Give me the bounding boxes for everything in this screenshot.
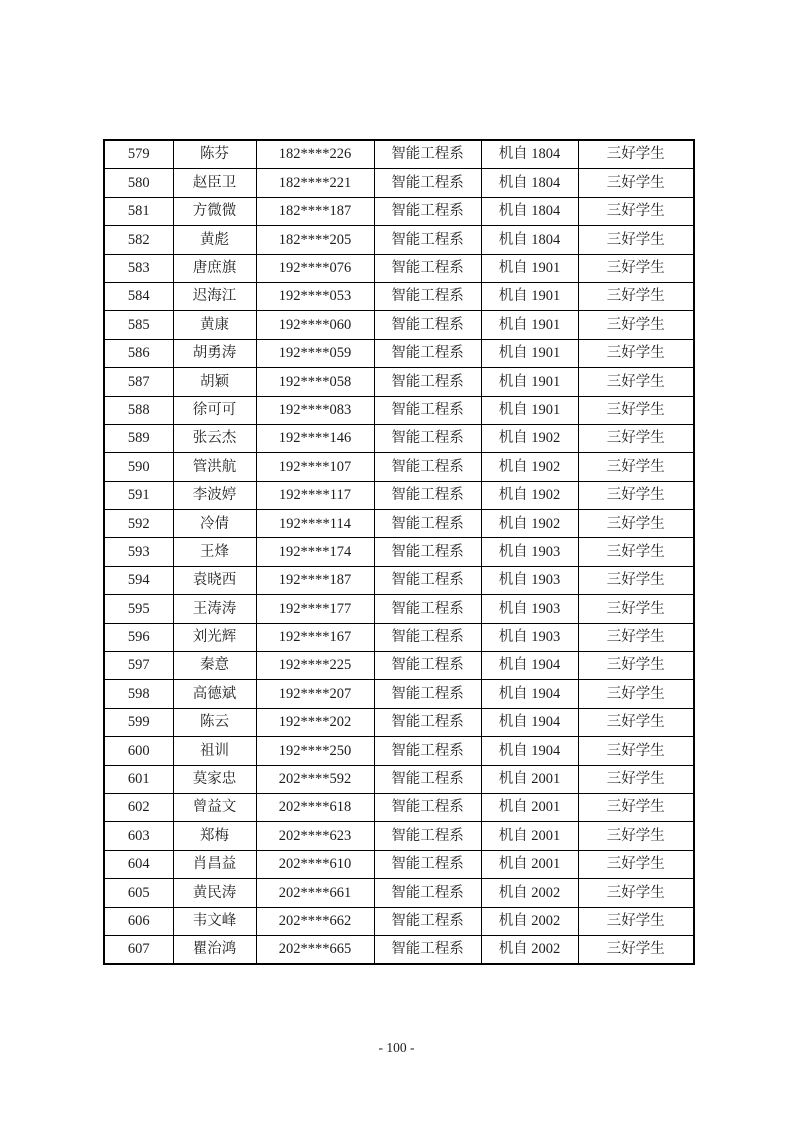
cell-serial-number: 588: [104, 396, 173, 424]
cell-serial-number: 591: [104, 481, 173, 509]
cell-serial-number: 601: [104, 765, 173, 793]
cell-department: 智能工程系: [374, 169, 481, 197]
cell-award: 三好学生: [578, 680, 694, 708]
cell-department: 智能工程系: [374, 453, 481, 481]
cell-department: 智能工程系: [374, 481, 481, 509]
table-row: [104, 595, 694, 623]
cell-department: 智能工程系: [374, 538, 481, 566]
cell-student-name: 管洪航: [173, 453, 256, 481]
cell-class: 机自 2002: [481, 907, 578, 935]
cell-department: 智能工程系: [374, 822, 481, 850]
cell-serial-number: 607: [104, 935, 173, 964]
table-row: [104, 850, 694, 878]
cell-award: 三好学生: [578, 793, 694, 821]
cell-award: 三好学生: [578, 453, 694, 481]
cell-student-name: 王烽: [173, 538, 256, 566]
cell-award: 三好学生: [578, 708, 694, 736]
cell-student-id: 182****205: [256, 226, 374, 254]
cell-award: 三好学生: [578, 481, 694, 509]
cell-student-name: 陈云: [173, 708, 256, 736]
cell-award: 三好学生: [578, 424, 694, 452]
cell-student-id: 192****207: [256, 680, 374, 708]
table-row: [104, 907, 694, 935]
table-row: [104, 453, 694, 481]
cell-student-name: 徐可可: [173, 396, 256, 424]
cell-award: 三好学生: [578, 652, 694, 680]
cell-class: 机自 1804: [481, 197, 578, 225]
cell-student-id: 202****662: [256, 907, 374, 935]
cell-class: 机自 1904: [481, 680, 578, 708]
cell-award: 三好学生: [578, 595, 694, 623]
cell-class: 机自 1903: [481, 538, 578, 566]
cell-award: 三好学生: [578, 226, 694, 254]
cell-award: 三好学生: [578, 850, 694, 878]
page-number: - 100 -: [378, 1040, 415, 1055]
cell-student-name: 黄彪: [173, 226, 256, 254]
cell-student-name: 黄康: [173, 311, 256, 339]
cell-department: 智能工程系: [374, 566, 481, 594]
cell-department: 智能工程系: [374, 339, 481, 367]
cell-student-name: 韦文峰: [173, 907, 256, 935]
cell-class: 机自 1804: [481, 169, 578, 197]
cell-serial-number: 590: [104, 453, 173, 481]
cell-serial-number: 597: [104, 652, 173, 680]
cell-student-id: 192****076: [256, 254, 374, 282]
cell-award: 三好学生: [578, 907, 694, 935]
cell-serial-number: 594: [104, 566, 173, 594]
awards-table-body: [104, 140, 694, 964]
cell-department: 智能工程系: [374, 254, 481, 282]
cell-department: 智能工程系: [374, 197, 481, 225]
cell-class: 机自 1902: [481, 481, 578, 509]
cell-department: 智能工程系: [374, 510, 481, 538]
cell-student-id: 192****117: [256, 481, 374, 509]
cell-award: 三好学生: [578, 311, 694, 339]
cell-serial-number: 593: [104, 538, 173, 566]
cell-class: 机自 1804: [481, 140, 578, 169]
cell-class: 机自 1904: [481, 708, 578, 736]
cell-class: 机自 1902: [481, 453, 578, 481]
table-row: [104, 311, 694, 339]
cell-student-id: 192****059: [256, 339, 374, 367]
cell-department: 智能工程系: [374, 311, 481, 339]
cell-class: 机自 2001: [481, 793, 578, 821]
cell-award: 三好学生: [578, 140, 694, 169]
table-row: [104, 140, 694, 169]
cell-award: 三好学生: [578, 623, 694, 651]
cell-award: 三好学生: [578, 510, 694, 538]
cell-serial-number: 589: [104, 424, 173, 452]
cell-student-id: 192****167: [256, 623, 374, 651]
cell-class: 机自 1903: [481, 623, 578, 651]
cell-department: 智能工程系: [374, 907, 481, 935]
cell-department: 智能工程系: [374, 652, 481, 680]
cell-class: 机自 2002: [481, 879, 578, 907]
cell-student-id: 192****202: [256, 708, 374, 736]
cell-student-name: 方微微: [173, 197, 256, 225]
cell-student-name: 冷倩: [173, 510, 256, 538]
table-row: [104, 566, 694, 594]
cell-department: 智能工程系: [374, 396, 481, 424]
cell-serial-number: 583: [104, 254, 173, 282]
cell-award: 三好学生: [578, 737, 694, 765]
cell-award: 三好学生: [578, 822, 694, 850]
cell-student-name: 张云杰: [173, 424, 256, 452]
cell-class: 机自 1901: [481, 282, 578, 310]
cell-serial-number: 579: [104, 140, 173, 169]
cell-class: 机自 2001: [481, 765, 578, 793]
cell-serial-number: 599: [104, 708, 173, 736]
cell-student-name: 胡颖: [173, 368, 256, 396]
cell-student-id: 202****592: [256, 765, 374, 793]
cell-student-id: 192****053: [256, 282, 374, 310]
cell-serial-number: 596: [104, 623, 173, 651]
cell-class: 机自 1901: [481, 339, 578, 367]
cell-serial-number: 581: [104, 197, 173, 225]
cell-department: 智能工程系: [374, 708, 481, 736]
awards-table: [103, 139, 695, 965]
cell-department: 智能工程系: [374, 623, 481, 651]
table-row: [104, 396, 694, 424]
cell-department: 智能工程系: [374, 424, 481, 452]
table-row: [104, 339, 694, 367]
cell-student-name: 高德斌: [173, 680, 256, 708]
table-row: [104, 793, 694, 821]
cell-class: 机自 1804: [481, 226, 578, 254]
cell-department: 智能工程系: [374, 793, 481, 821]
cell-class: 机自 1903: [481, 566, 578, 594]
cell-student-id: 202****610: [256, 850, 374, 878]
cell-class: 机自 1904: [481, 652, 578, 680]
cell-student-name: 黄民涛: [173, 879, 256, 907]
cell-class: 机自 2001: [481, 850, 578, 878]
cell-award: 三好学生: [578, 765, 694, 793]
cell-class: 机自 1903: [481, 595, 578, 623]
cell-department: 智能工程系: [374, 935, 481, 964]
cell-award: 三好学生: [578, 566, 694, 594]
cell-department: 智能工程系: [374, 368, 481, 396]
cell-student-id: 182****187: [256, 197, 374, 225]
cell-serial-number: 604: [104, 850, 173, 878]
cell-serial-number: 595: [104, 595, 173, 623]
cell-serial-number: 600: [104, 737, 173, 765]
cell-student-id: 202****661: [256, 879, 374, 907]
cell-department: 智能工程系: [374, 879, 481, 907]
table-row: [104, 424, 694, 452]
cell-student-id: 192****225: [256, 652, 374, 680]
table-row: [104, 680, 694, 708]
cell-student-name: 郑梅: [173, 822, 256, 850]
cell-department: 智能工程系: [374, 737, 481, 765]
cell-student-name: 瞿治鸿: [173, 935, 256, 964]
table-row: [104, 481, 694, 509]
cell-serial-number: 598: [104, 680, 173, 708]
cell-serial-number: 606: [104, 907, 173, 935]
cell-class: 机自 1902: [481, 424, 578, 452]
cell-student-id: 192****060: [256, 311, 374, 339]
cell-student-id: 202****618: [256, 793, 374, 821]
cell-student-name: 袁晓西: [173, 566, 256, 594]
cell-serial-number: 592: [104, 510, 173, 538]
table-row: [104, 368, 694, 396]
cell-award: 三好学生: [578, 197, 694, 225]
cell-department: 智能工程系: [374, 680, 481, 708]
cell-serial-number: 580: [104, 169, 173, 197]
cell-student-id: 192****174: [256, 538, 374, 566]
table-row: [104, 226, 694, 254]
table-row: [104, 169, 694, 197]
table-row: [104, 765, 694, 793]
cell-award: 三好学生: [578, 935, 694, 964]
cell-student-name: 唐庶旗: [173, 254, 256, 282]
cell-class: 机自 1902: [481, 510, 578, 538]
table-row: [104, 737, 694, 765]
cell-class: 机自 2002: [481, 935, 578, 964]
cell-department: 智能工程系: [374, 850, 481, 878]
table-row: [104, 254, 694, 282]
cell-student-id: 182****226: [256, 140, 374, 169]
table-row: [104, 197, 694, 225]
cell-award: 三好学生: [578, 879, 694, 907]
cell-award: 三好学生: [578, 339, 694, 367]
cell-award: 三好学生: [578, 538, 694, 566]
cell-department: 智能工程系: [374, 595, 481, 623]
cell-student-id: 182****221: [256, 169, 374, 197]
cell-student-id: 202****623: [256, 822, 374, 850]
cell-class: 机自 1901: [481, 396, 578, 424]
table-row: [104, 652, 694, 680]
cell-award: 三好学生: [578, 169, 694, 197]
cell-department: 智能工程系: [374, 765, 481, 793]
cell-award: 三好学生: [578, 254, 694, 282]
cell-student-id: 192****146: [256, 424, 374, 452]
table-row: [104, 623, 694, 651]
cell-award: 三好学生: [578, 282, 694, 310]
cell-award: 三好学生: [578, 396, 694, 424]
table-row: [104, 822, 694, 850]
cell-student-id: 192****114: [256, 510, 374, 538]
cell-student-name: 迟海江: [173, 282, 256, 310]
table-row: [104, 708, 694, 736]
cell-student-id: 192****107: [256, 453, 374, 481]
cell-student-name: 曾益文: [173, 793, 256, 821]
cell-student-name: 胡勇涛: [173, 339, 256, 367]
cell-serial-number: 582: [104, 226, 173, 254]
table-row: [104, 879, 694, 907]
cell-class: 机自 2001: [481, 822, 578, 850]
cell-student-id: 192****177: [256, 595, 374, 623]
cell-student-name: 肖昌益: [173, 850, 256, 878]
cell-serial-number: 605: [104, 879, 173, 907]
cell-student-name: 刘光辉: [173, 623, 256, 651]
cell-student-id: 192****187: [256, 566, 374, 594]
cell-class: 机自 1904: [481, 737, 578, 765]
cell-serial-number: 587: [104, 368, 173, 396]
cell-student-name: 陈芬: [173, 140, 256, 169]
cell-award: 三好学生: [578, 368, 694, 396]
cell-department: 智能工程系: [374, 282, 481, 310]
cell-serial-number: 584: [104, 282, 173, 310]
cell-student-id: 192****250: [256, 737, 374, 765]
cell-student-id: 202****665: [256, 935, 374, 964]
cell-serial-number: 603: [104, 822, 173, 850]
cell-student-name: 秦意: [173, 652, 256, 680]
cell-student-name: 王涛涛: [173, 595, 256, 623]
cell-department: 智能工程系: [374, 226, 481, 254]
cell-student-id: 192****083: [256, 396, 374, 424]
cell-department: 智能工程系: [374, 140, 481, 169]
cell-student-name: 莫家忠: [173, 765, 256, 793]
cell-student-name: 赵臣卫: [173, 169, 256, 197]
cell-class: 机自 1901: [481, 368, 578, 396]
cell-student-name: 李波婷: [173, 481, 256, 509]
table-row: [104, 282, 694, 310]
table-row: [104, 510, 694, 538]
table-row: [104, 538, 694, 566]
table-row: [104, 935, 694, 964]
cell-class: 机自 1901: [481, 311, 578, 339]
cell-student-id: 192****058: [256, 368, 374, 396]
cell-class: 机自 1901: [481, 254, 578, 282]
cell-serial-number: 602: [104, 793, 173, 821]
cell-serial-number: 585: [104, 311, 173, 339]
cell-serial-number: 586: [104, 339, 173, 367]
cell-student-name: 祖训: [173, 737, 256, 765]
